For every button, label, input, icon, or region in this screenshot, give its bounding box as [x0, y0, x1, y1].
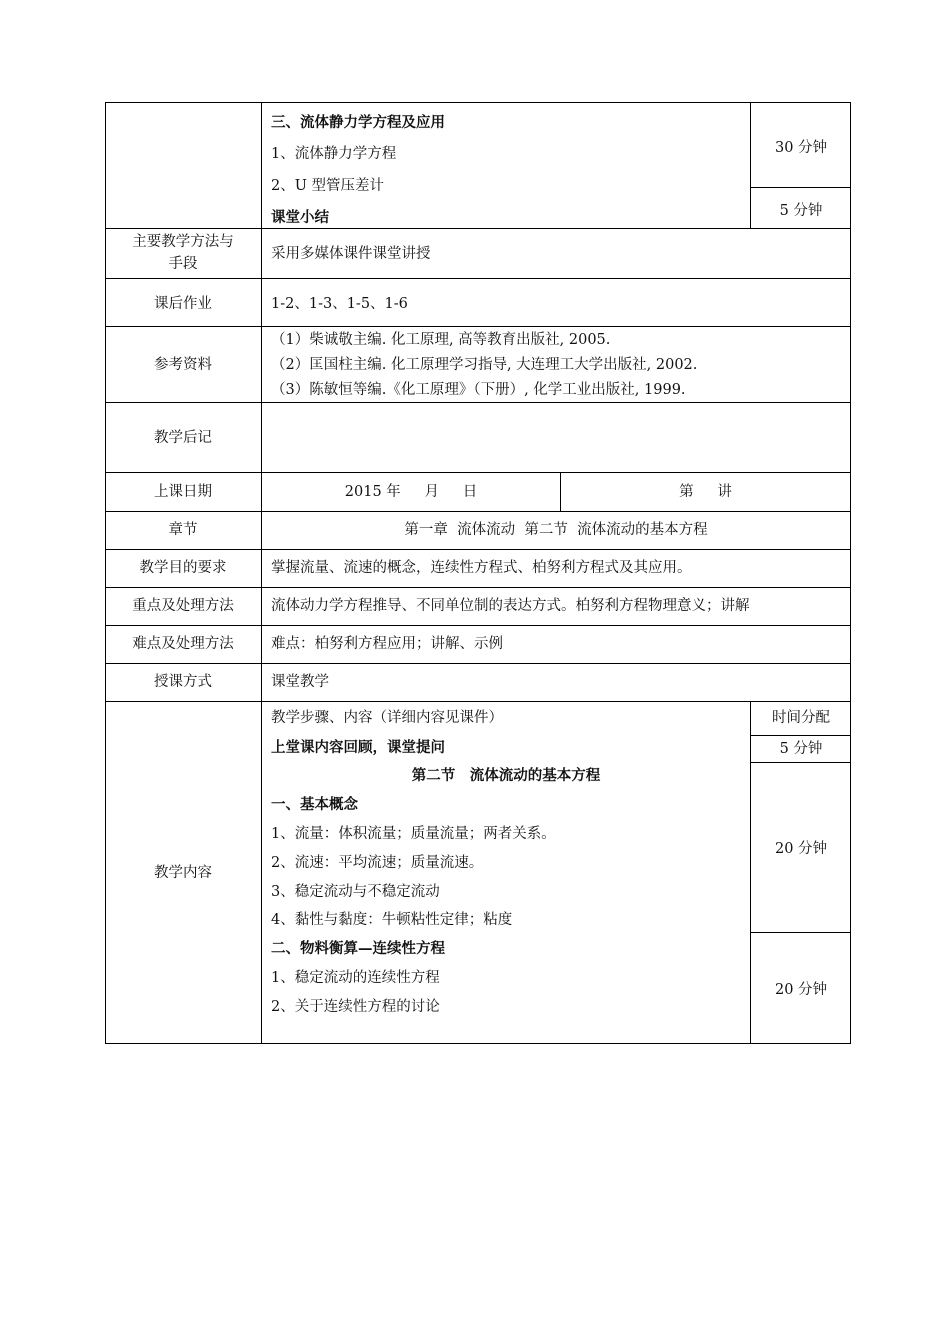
references-label: 参考资料 — [154, 357, 212, 373]
row-divider — [105, 625, 851, 626]
chapter-value: 第一章 流体流动 第二节 流体流动的基本方程 — [404, 522, 708, 538]
part-title: 二、物料衡算—连续性方程 — [271, 940, 445, 957]
content-label: 教学内容 — [154, 865, 212, 881]
content-header: 教学步骤、内容（详细内容见课件） — [271, 710, 503, 726]
summary-title: 课堂小结 — [271, 209, 329, 226]
row-divider — [105, 701, 851, 702]
time-header: 时间分配 — [772, 710, 830, 726]
row-divider — [105, 549, 851, 550]
objectives-value: 掌握流量、流速的概念，连续性方程式、柏努利方程式及其应用。 — [271, 560, 692, 576]
date-label: 上课日期 — [154, 484, 212, 500]
list-item: 3、稳定流动与不稳定流动 — [271, 884, 440, 900]
item-text: 1、流体静力学方程 — [271, 146, 397, 162]
mode-value: 课堂教学 — [271, 674, 329, 690]
homework-label: 课后作业 — [154, 296, 212, 312]
method-label — [105, 231, 261, 275]
method-value: 采用多媒体课件课堂讲授 — [271, 246, 431, 262]
key-points-label: 重点及处理方法 — [132, 598, 234, 614]
mode-label: 授课方式 — [154, 674, 212, 690]
time-value: 5 分钟 — [779, 741, 823, 757]
table-border-bottom — [105, 1043, 851, 1044]
time-divider-top — [750, 187, 851, 188]
time-value: 5 分钟 — [779, 203, 823, 219]
row-divider — [105, 587, 851, 588]
lesson-plan-table — [105, 102, 851, 1044]
row-divider — [105, 472, 851, 473]
row-divider — [105, 511, 851, 512]
row-divider — [105, 326, 851, 327]
method-label-line: 主要教学方法与 — [132, 234, 234, 250]
section-title: 三、流体静力学方程及应用 — [271, 114, 445, 131]
time-divider — [750, 735, 851, 736]
key-points-value: 流体动力学方程推导、不同单位制的表达方式。柏努利方程物理意义；讲解 — [271, 598, 750, 614]
chapter-label: 章节 — [168, 522, 198, 538]
list-item: 1、稳定流动的连续性方程 — [271, 970, 440, 986]
lecture-value: 第 讲 — [679, 484, 732, 500]
reference-item: （2）匡国柱主编. 化工原理学习指导, 大连理工大学出版社, 2002. — [271, 357, 698, 373]
table-border-right — [850, 102, 851, 1044]
difficulties-value: 难点：柏努利方程应用；讲解、示例 — [271, 636, 503, 652]
time-value: 20 分钟 — [774, 982, 828, 998]
part-title: 一、基本概念 — [271, 796, 358, 813]
reference-item: （1）柴诚敬主编. 化工原理, 高等教育出版社, 2005. — [271, 332, 611, 348]
section-title: 第二节 流体流动的基本方程 — [411, 767, 601, 784]
list-item: 4、黏性与黏度：牛顿粘性定律；粘度 — [271, 912, 513, 928]
row-divider — [105, 402, 851, 403]
list-item: 2、关于连续性方程的讨论 — [271, 999, 440, 1015]
date-value: 2015 年 月 日 — [344, 484, 478, 500]
list-item: 1、流量：体积流量；质量流量；两者关系。 — [271, 826, 556, 842]
time-divider — [750, 762, 851, 763]
reference-item: （3）陈敏恒等编.《化工原理》（下册）, 化学工业出版社, 1999. — [271, 382, 686, 398]
row-divider — [105, 278, 851, 279]
time-value: 20 分钟 — [774, 841, 828, 857]
table-border-top — [105, 102, 851, 103]
label-column-divider — [261, 102, 262, 1044]
list-item: 2、流速：平均流速；质量流速。 — [271, 855, 484, 871]
method-label-line: 手段 — [168, 256, 198, 272]
review-title: 上堂课内容回顾，课堂提问 — [271, 739, 445, 756]
time-divider — [750, 932, 851, 933]
row-divider — [105, 663, 851, 664]
difficulties-label: 难点及处理方法 — [132, 636, 234, 652]
objectives-label: 教学目的要求 — [139, 560, 227, 576]
time-value: 30 分钟 — [774, 140, 828, 156]
row-divider — [105, 228, 851, 229]
postscript-label: 教学后记 — [154, 430, 212, 446]
homework-value: 1-2、1-3、1-5、1-6 — [271, 296, 408, 312]
item-text: 2、U 型管压差计 — [271, 178, 385, 194]
